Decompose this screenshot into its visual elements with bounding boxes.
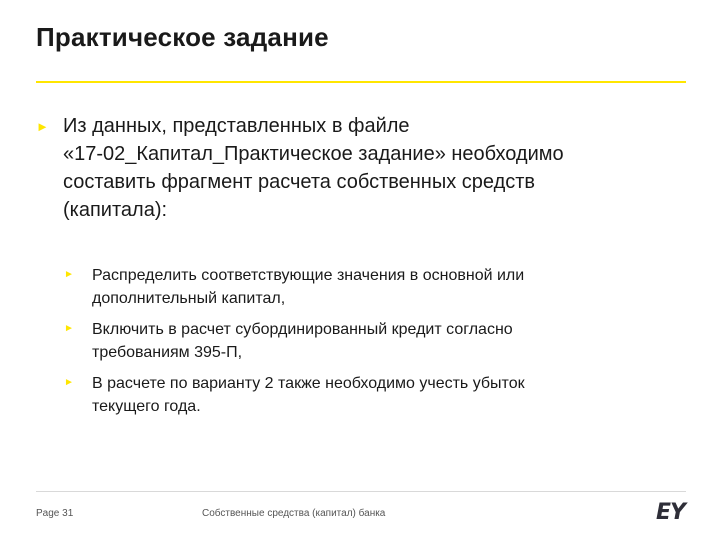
footer-caption: Собственные средства (капитал) банка bbox=[202, 508, 386, 519]
footer-divider bbox=[36, 491, 686, 492]
page-number: Page 31 bbox=[36, 508, 74, 519]
sub-bullet-item bbox=[64, 318, 664, 364]
triangle-right-icon: ► bbox=[64, 269, 74, 280]
triangle-right-icon: ► bbox=[64, 323, 74, 334]
ey-logo: EY bbox=[656, 500, 685, 525]
sub-bullet-item bbox=[64, 264, 664, 310]
main-bullet-text: Из данных, представленных в файле «17-02_Капитал_Практическое задание» необходимо составить фрагмент расчета собственных средств (капитала): bbox=[63, 115, 564, 221]
triangle-right-icon: ► bbox=[36, 119, 49, 134]
slide-title: Практическое задание bbox=[36, 22, 329, 52]
triangle-right-icon: ► bbox=[64, 377, 74, 388]
sub-bullet-text: В расчете по варианту 2 также необходимо учесть убыток текущего года. bbox=[92, 375, 525, 415]
sub-bullet-list bbox=[64, 264, 664, 426]
sub-bullet-item bbox=[64, 372, 664, 418]
sub-bullet-text: Распределить соответствующие значения в основной или дополнительный капитал, bbox=[92, 267, 525, 307]
sub-bullet-text: Включить в расчет субординированный кредит согласно требованиям 395-П, bbox=[92, 321, 513, 361]
title-underline bbox=[36, 81, 686, 83]
main-bullet bbox=[36, 112, 686, 224]
